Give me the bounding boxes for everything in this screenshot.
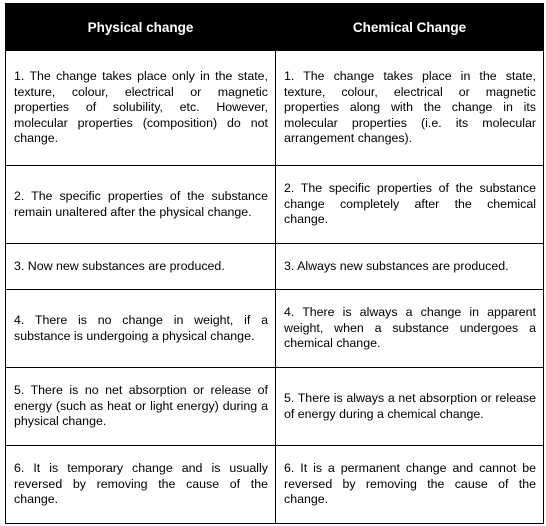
table-body [6,51,544,524]
physical-cell [6,446,276,524]
chemical-cell [276,166,544,244]
physical-text: 2. The specific properties of the substance remain unaltered after the physical change. [14,189,268,219]
chemical-text: 6. It is a permanent change and cannot be reversed by removing the cause of the change. [284,461,536,507]
header-physical-change: Physical change [6,4,276,51]
table-header [6,4,544,51]
physical-text: 1. The change takes place only in the state, texture, colour, electrical or magnetic properties of solubility, etc. However, molecular properties (composition) do not change. [14,69,268,146]
table-row [6,51,544,166]
header-row [6,4,544,51]
physical-cell [6,166,276,244]
chemical-cell [276,446,544,524]
chemical-cell [276,51,544,166]
physical-cell [6,51,276,166]
chemical-cell [276,368,544,446]
chemical-text: 3. Always new substances are produced. [284,258,509,273]
comparison-table [5,3,544,524]
physical-cell [6,244,276,290]
physical-text: 3. Now new substances are produced. [14,258,225,273]
physical-text: 5. There is no net absorption or release of energy (such as heat or light energy) during a physical change. [14,383,268,429]
physical-cell [6,290,276,368]
table-row [6,290,544,368]
table-row [6,368,544,446]
chemical-text: 2. The specific properties of the substance change completely after the chemical change. [284,181,536,227]
table-row [6,446,544,524]
physical-text: 4. There is no change in weight, if a substance is undergoing a physical change. [14,313,268,343]
physical-text: 6. It is temporary change and is usually reversed by removing the cause of the change. [14,461,268,507]
header-chemical-change: Chemical Change [276,4,544,51]
chemical-cell [276,244,544,290]
table-row [6,244,544,290]
table-row [6,166,544,244]
chemical-text: 1. The change takes place in the state, texture, colour, electrical or magnetic properties along with the change in its molecular properties (i.e. its molecular arrangement changes). [284,69,536,146]
chemical-text: 4. There is always a change in apparent weight, when a substance undergoes a chemical change. [284,305,536,351]
physical-cell [6,368,276,446]
chemical-cell [276,290,544,368]
chemical-text: 5. There is always a net absorption or release of energy during a chemical change. [284,391,536,421]
